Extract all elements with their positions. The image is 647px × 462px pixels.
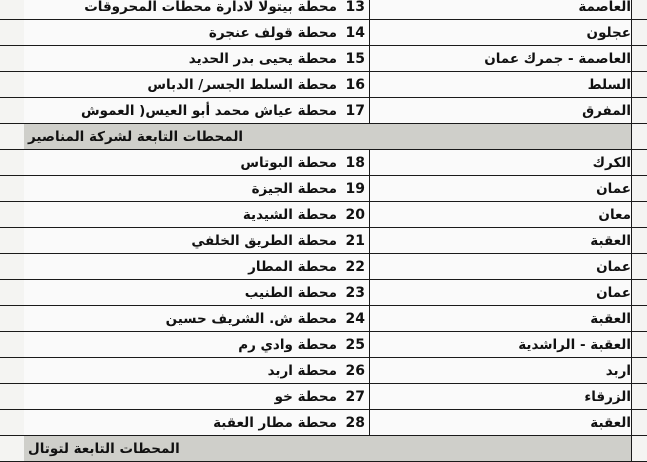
section-title-cell[interactable] <box>24 124 632 149</box>
sheet-margin <box>632 280 647 305</box>
station-name: محطة وادي رم <box>238 336 337 353</box>
sheet-margin <box>632 72 647 97</box>
station-name: محطة يحيى بدر الحديد <box>188 50 337 67</box>
sheet-margin <box>632 150 647 175</box>
table-row <box>0 98 647 124</box>
table-row <box>0 280 647 306</box>
sheet-margin <box>632 358 647 383</box>
city-cell[interactable] <box>370 306 632 331</box>
station-number: 13 <box>345 0 365 15</box>
station-cell[interactable] <box>24 150 370 175</box>
row-gutter <box>0 280 25 305</box>
station-name: محطة بيتولا لادارة محطات المحروقات <box>84 0 337 15</box>
row-gutter <box>0 410 25 435</box>
station-number: 27 <box>345 388 365 405</box>
station-number: 21 <box>345 232 365 249</box>
sheet-margin <box>632 254 647 279</box>
city-name: الكرك <box>592 154 631 171</box>
city-name: العاصمة <box>578 0 631 15</box>
section-title-cell[interactable] <box>24 436 632 461</box>
station-name: محطة البوتاس <box>240 154 337 171</box>
table-row <box>0 72 647 98</box>
station-number: 14 <box>345 24 365 41</box>
city-cell[interactable] <box>370 72 632 97</box>
city-name: المفرق <box>582 102 631 119</box>
city-name: الزرقاء <box>584 388 631 405</box>
sheet-margin <box>632 384 647 409</box>
station-cell[interactable] <box>24 228 370 253</box>
city-cell[interactable] <box>370 20 632 45</box>
sheet-margin <box>632 98 647 123</box>
city-cell[interactable] <box>370 46 632 71</box>
city-name: السلط <box>587 76 631 93</box>
station-cell[interactable] <box>24 254 370 279</box>
table-row <box>0 202 647 228</box>
city-cell[interactable] <box>370 150 632 175</box>
station-cell[interactable] <box>24 280 370 305</box>
station-name: محطة الشيدية <box>242 206 337 223</box>
station-cell[interactable] <box>24 20 370 45</box>
city-name: العقبة <box>590 310 631 327</box>
sheet-margin <box>632 410 647 435</box>
station-number: 20 <box>345 206 365 223</box>
city-cell[interactable] <box>370 0 632 19</box>
station-number: 16 <box>345 76 365 93</box>
sheet-margin <box>632 124 647 149</box>
city-cell[interactable] <box>370 176 632 201</box>
section-header-row <box>0 436 647 462</box>
station-number: 22 <box>345 258 365 275</box>
table-row <box>0 176 647 202</box>
city-name: العقبة - الراشدية <box>518 336 631 353</box>
station-cell[interactable] <box>24 202 370 227</box>
sheet-margin <box>632 306 647 331</box>
city-name: عمان <box>596 258 631 275</box>
city-cell[interactable] <box>370 332 632 357</box>
station-number: 28 <box>345 414 365 431</box>
row-gutter <box>0 306 25 331</box>
station-name: محطة مطار العقبة <box>213 414 337 431</box>
station-number: 25 <box>345 336 365 353</box>
sheet-margin <box>632 228 647 253</box>
sheet-margin <box>632 20 647 45</box>
station-number: 26 <box>345 362 365 379</box>
station-number: 24 <box>345 310 365 327</box>
station-name: محطة ش. الشريف حسين <box>165 310 337 327</box>
row-gutter <box>0 98 25 123</box>
row-gutter <box>0 72 25 97</box>
row-gutter <box>0 358 25 383</box>
row-gutter <box>0 384 25 409</box>
table-row <box>0 254 647 280</box>
station-name: محطة الطنيب <box>244 284 337 301</box>
station-cell[interactable] <box>24 72 370 97</box>
sheet-margin <box>632 176 647 201</box>
station-name: محطة الجيزة <box>251 180 337 197</box>
city-cell[interactable] <box>370 280 632 305</box>
city-name: العاصمة - جمرك عمان <box>484 50 631 67</box>
city-cell[interactable] <box>370 202 632 227</box>
station-name: محطة عياش محمد أبو العيس( العموش <box>81 102 337 119</box>
row-gutter <box>0 332 25 357</box>
station-cell[interactable] <box>24 0 370 19</box>
city-cell[interactable] <box>370 384 632 409</box>
row-gutter <box>0 254 25 279</box>
city-name: معان <box>598 206 631 223</box>
station-cell[interactable] <box>24 46 370 71</box>
section-header-row <box>0 124 647 150</box>
row-gutter <box>0 202 25 227</box>
table-row <box>0 150 647 176</box>
station-number: 18 <box>345 154 365 171</box>
station-cell[interactable] <box>24 306 370 331</box>
station-number: 23 <box>345 284 365 301</box>
station-cell[interactable] <box>24 332 370 357</box>
station-cell[interactable] <box>24 98 370 123</box>
row-gutter <box>0 20 25 45</box>
station-name: محطة اربد <box>267 362 337 379</box>
row-gutter <box>0 124 25 149</box>
station-name: محطة المطار <box>248 258 337 275</box>
table-row <box>0 410 647 436</box>
city-name: اربد <box>605 362 631 379</box>
sheet-margin <box>632 332 647 357</box>
station-cell[interactable] <box>24 176 370 201</box>
city-name: عمان <box>596 180 631 197</box>
sheet-margin <box>632 46 647 71</box>
table-row <box>0 228 647 254</box>
section-title: المحطات التابعة لشركة المناصير <box>28 128 244 145</box>
table-row <box>0 332 647 358</box>
table-row <box>0 20 647 46</box>
city-cell[interactable] <box>370 410 632 435</box>
city-cell[interactable] <box>370 254 632 279</box>
row-gutter <box>0 150 25 175</box>
city-name: العقبة <box>590 414 631 431</box>
station-number: 17 <box>345 102 365 119</box>
city-name: عمان <box>596 284 631 301</box>
station-name: محطة قولف عنجرة <box>208 24 337 41</box>
row-gutter <box>0 436 25 461</box>
city-cell[interactable] <box>370 228 632 253</box>
city-cell[interactable] <box>370 98 632 123</box>
station-number: 15 <box>345 50 365 67</box>
table-row <box>0 384 647 410</box>
row-gutter <box>0 46 25 71</box>
table-row <box>0 0 647 20</box>
table-row <box>0 358 647 384</box>
table-row <box>0 46 647 72</box>
city-cell[interactable] <box>370 358 632 383</box>
row-gutter <box>0 228 25 253</box>
station-cell[interactable] <box>24 384 370 409</box>
station-name: محطة خو <box>274 388 337 405</box>
city-name: عجلون <box>586 24 631 41</box>
row-gutter <box>0 0 25 19</box>
sheet-margin <box>632 436 647 461</box>
section-title: المحطات التابعة لتوتال <box>28 440 180 457</box>
station-cell[interactable] <box>24 358 370 383</box>
row-gutter <box>0 176 25 201</box>
city-name: العقبة <box>590 232 631 249</box>
sheet-margin <box>632 0 647 19</box>
station-name: محطة الطريق الخلفي <box>191 232 337 249</box>
station-name: محطة السلط الجسر/ الدباس <box>147 76 337 93</box>
table-row <box>0 306 647 332</box>
sheet-margin <box>632 202 647 227</box>
station-cell[interactable] <box>24 410 370 435</box>
station-number: 19 <box>345 180 365 197</box>
